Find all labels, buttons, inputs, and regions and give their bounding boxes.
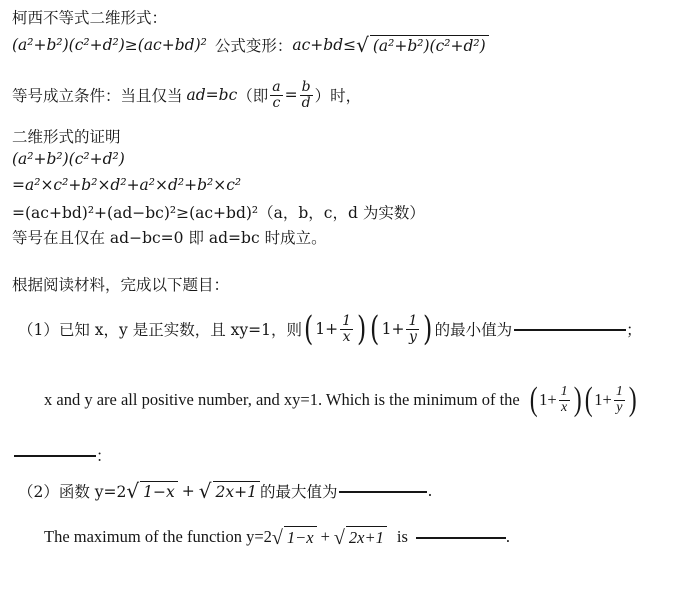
question-2-en bbox=[44, 526, 510, 548]
proof-step-1 bbox=[12, 176, 241, 194]
proof-title bbox=[12, 125, 121, 147]
question-1 bbox=[18, 309, 642, 349]
frac-num: 1 bbox=[408, 312, 418, 329]
frac-den: x bbox=[342, 328, 351, 345]
q1-en-one: 1+ bbox=[594, 390, 612, 409]
proof-step-2-text: =(ac+bd)²+(ad−bc)²≥(ac+bd)²（a，b，c，d 为实数） bbox=[12, 204, 425, 222]
equality-line bbox=[12, 80, 361, 110]
q2-prefix: （2）函数 y=2 bbox=[18, 483, 127, 501]
q1-one: 1+ bbox=[315, 320, 339, 338]
frac-den: d bbox=[301, 94, 311, 111]
sqrt-symbol: √ bbox=[356, 33, 369, 57]
proof-title-text: 二维形式的证明 bbox=[12, 128, 121, 146]
q1-en-tail: ： bbox=[96, 447, 112, 465]
q2-sqrt-1 bbox=[126, 481, 177, 501]
equality-paren-open: （即 bbox=[237, 87, 269, 106]
q1-answer-blank[interactable] bbox=[514, 328, 626, 331]
q2-answer-blank[interactable] bbox=[339, 490, 427, 493]
frac-num: 1 bbox=[342, 312, 352, 329]
frac-num: b bbox=[301, 79, 311, 95]
q2-plus: + bbox=[181, 482, 195, 500]
q1-factor-y: ( 1+ $\frac{1}{y}$ ) bbox=[370, 309, 433, 349]
question-1-en bbox=[44, 383, 638, 417]
q2-radicand-2: 2x+1 bbox=[213, 481, 260, 501]
formula-lhs: (a²+b²)(c²+d²)≥(ac+bd)² bbox=[12, 36, 207, 54]
sqrt-symbol: √ bbox=[126, 479, 140, 503]
sqrt-symbol: √ bbox=[198, 479, 212, 503]
q2-en-radicand-2: 2x+1 bbox=[346, 526, 387, 548]
formula-label: 公式变形： bbox=[214, 37, 293, 55]
formula-radicand: (a²+b²)(c²+d²) bbox=[370, 35, 489, 55]
q2-en-mid: is bbox=[396, 527, 408, 546]
heading-text: 柯西不等式二维形式： bbox=[12, 9, 168, 27]
q2-suffix: 的最大值为 bbox=[259, 483, 338, 501]
frac-num: a bbox=[272, 79, 281, 95]
proof-step-0 bbox=[12, 150, 125, 168]
frac-den: x bbox=[561, 399, 568, 415]
q1-one: 1+ bbox=[381, 320, 405, 338]
fraction-a-over-c bbox=[270, 80, 282, 110]
q2-en-plus: + bbox=[320, 527, 330, 546]
q1-factor-x: ( 1+ $\frac{1}{x}$ ) bbox=[303, 309, 367, 349]
equality-condition: ad=bc bbox=[186, 86, 238, 105]
equals-sign: = bbox=[284, 86, 298, 105]
fraction-1-over-x bbox=[340, 314, 353, 344]
formula-line bbox=[12, 34, 489, 56]
q1-prefix: （1）已知 x，y 是正实数，且 xy=1，则 bbox=[18, 321, 302, 339]
q2-en-answer-blank[interactable] bbox=[416, 536, 506, 539]
instruction-text: 根据阅读材料，完成以下题目： bbox=[12, 276, 230, 294]
frac-den: c bbox=[272, 94, 281, 111]
sqrt-symbol: √ bbox=[271, 527, 283, 549]
q1-en-answer-blank[interactable] bbox=[14, 454, 96, 457]
formula-sqrt bbox=[356, 35, 489, 55]
fraction-1-over-x bbox=[559, 385, 570, 415]
fraction-b-over-d bbox=[300, 80, 313, 110]
frac-num: 1 bbox=[615, 383, 623, 399]
proof-step-1-text: =a²×c²+b²×d²+a²×d²+b²×c² bbox=[12, 176, 242, 194]
q1-suffix: 的最小值为 bbox=[434, 321, 513, 339]
sqrt-symbol: √ bbox=[333, 527, 345, 549]
proof-step-2 bbox=[12, 201, 425, 223]
heading bbox=[12, 6, 167, 28]
proof-step-3 bbox=[12, 226, 327, 248]
proof-step-0-text: (a²+b²)(c²+d²) bbox=[12, 150, 125, 168]
instruction bbox=[12, 273, 229, 295]
q1-en-factor-y: ( 1+ $\frac{1}{y}$ ) bbox=[584, 381, 637, 418]
formula-rhs-left: ac+bd≤ bbox=[292, 36, 357, 54]
proof-step-3-text: 等号在且仅在 ad−bc=0 即 ad=bc 时成立。 bbox=[12, 229, 327, 247]
frac-num: 1 bbox=[560, 383, 568, 399]
fraction-1-over-y bbox=[614, 385, 625, 415]
q1-en-text: x and y are all positive number, and xy=1. Which is the minimum of the bbox=[44, 390, 520, 409]
q2-sqrt-2 bbox=[199, 481, 260, 501]
q2-en-tail: . bbox=[505, 527, 510, 546]
q2-tail: . bbox=[427, 482, 433, 500]
q1-en-one: 1+ bbox=[539, 390, 557, 409]
q2-radicand-1: 1−x bbox=[140, 481, 178, 501]
q2-en-prefix: The maximum of the function y=2 bbox=[44, 527, 272, 546]
q2-en-radicand-1: 1−x bbox=[284, 526, 317, 548]
fraction-1-over-y bbox=[406, 314, 419, 344]
q1-en-factor-x: ( 1+ $\frac{1}{x}$ ) bbox=[529, 381, 582, 418]
equality-prefix: 等号成立条件：当且仅当 bbox=[12, 87, 183, 106]
question-2 bbox=[18, 480, 432, 502]
frac-den: y bbox=[408, 328, 417, 345]
q2-en-sqrt-1 bbox=[272, 526, 317, 548]
q1-en-answer-line bbox=[12, 444, 112, 466]
equality-suffix: ）时， bbox=[314, 87, 362, 106]
q1-tail: ； bbox=[626, 321, 642, 339]
q2-en-sqrt-2 bbox=[334, 526, 387, 548]
frac-den: y bbox=[616, 399, 623, 415]
